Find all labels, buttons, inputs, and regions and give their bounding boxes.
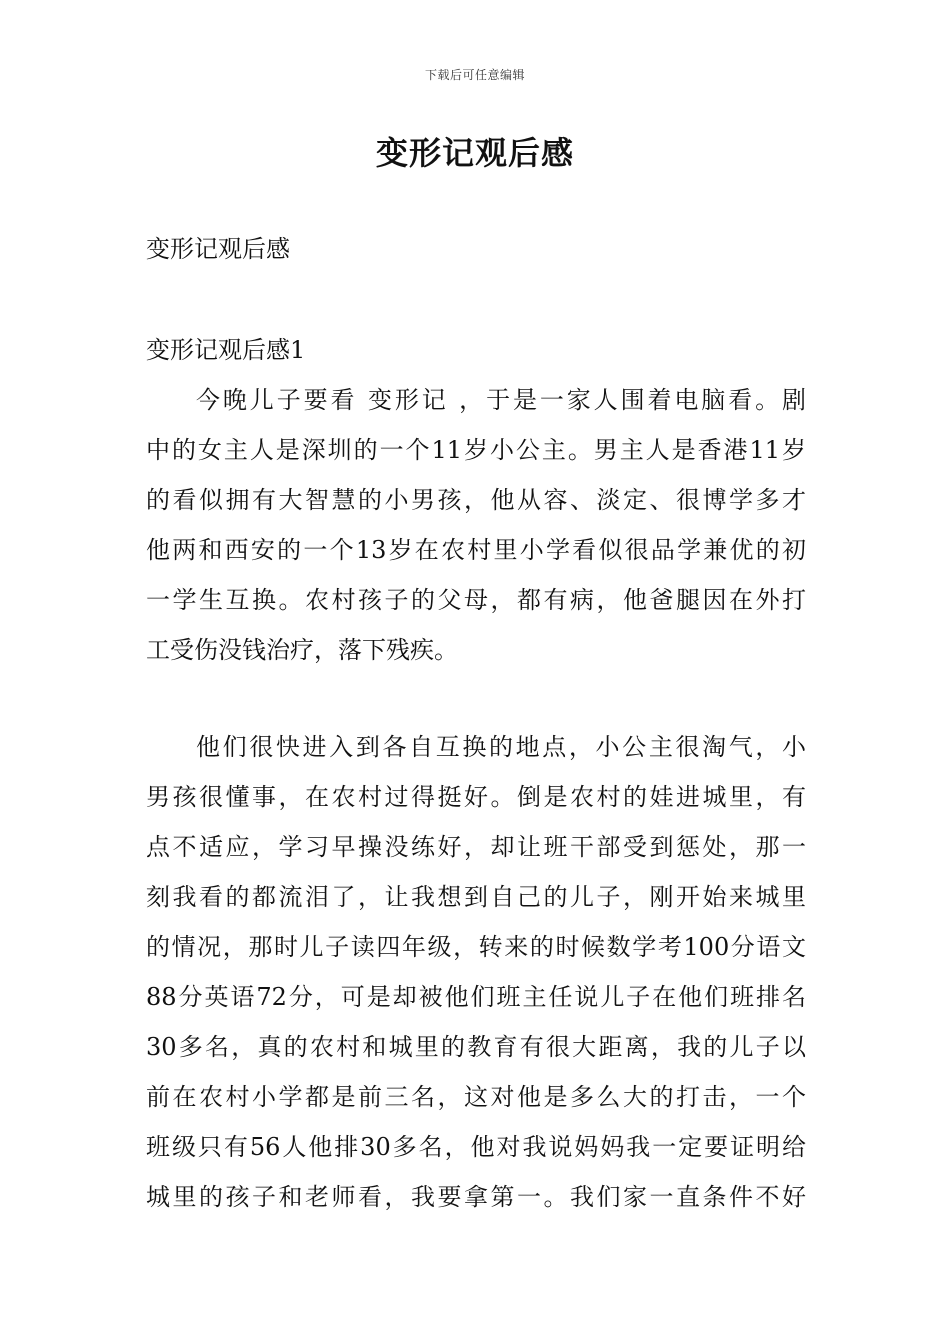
- paragraph-line: 城里的孩子和老师看，我要拿第一。我们家一直条件不好: [146, 1183, 806, 1211]
- paragraph-line: 的看似拥有大智慧的小男孩，他从容、淡定、很博学多才: [146, 486, 806, 514]
- paragraph-line: 男孩很懂事，在农村过得挺好。倒是农村的娃进城里，有: [146, 783, 806, 811]
- document-title: 变形记观后感: [375, 134, 574, 172]
- paragraph-line: 他们很快进入到各自互换的地点，小公主很淘气，小: [196, 733, 806, 761]
- paragraph-line: 一学生互换。农村孩子的父母，都有病，他爸腿因在外打: [146, 586, 806, 614]
- paragraph-line: 88分英语72分，可是却被他们班主任说儿子在他们班排名: [146, 983, 806, 1011]
- document-subtitle: 变形记观后感: [146, 235, 290, 263]
- paragraph-line: 前在农村小学都是前三名，这对他是多么大的打击，一个: [146, 1083, 806, 1111]
- paragraph-line: 30多名，真的农村和城里的教育有很大距离，我的儿子以: [146, 1033, 806, 1061]
- paragraph-line: 刻我看的都流泪了，让我想到自己的儿子，刚开始来城里: [146, 883, 806, 911]
- paragraph-line: 中的女主人是深圳的一个11岁小公主。男主人是香港11岁: [146, 436, 806, 464]
- paragraph-line: 工受伤没钱治疗，落下残疾。: [146, 636, 458, 664]
- paragraph-line: 他两和西安的一个13岁在农村里小学看似很品学兼优的初: [146, 536, 806, 564]
- paragraph-line: 班级只有56人他排30多名，他对我说妈妈我一定要证明给: [146, 1133, 806, 1161]
- header-note: 下载后可任意编辑: [424, 68, 525, 82]
- section-heading: 变形记观后感1: [146, 336, 306, 364]
- paragraph-1: [146, 375, 806, 675]
- paragraph-line: 的情况，那时儿子读四年级，转来的时候数学考100分语文: [146, 933, 806, 961]
- paragraph-line: 点不适应，学习早操没练好，却让班干部受到惩处，那一: [146, 833, 806, 861]
- paragraph-2: [146, 722, 806, 1222]
- paragraph-line: 今晚儿子要看 变形记 ，于是一家人围着电脑看。剧: [196, 386, 806, 414]
